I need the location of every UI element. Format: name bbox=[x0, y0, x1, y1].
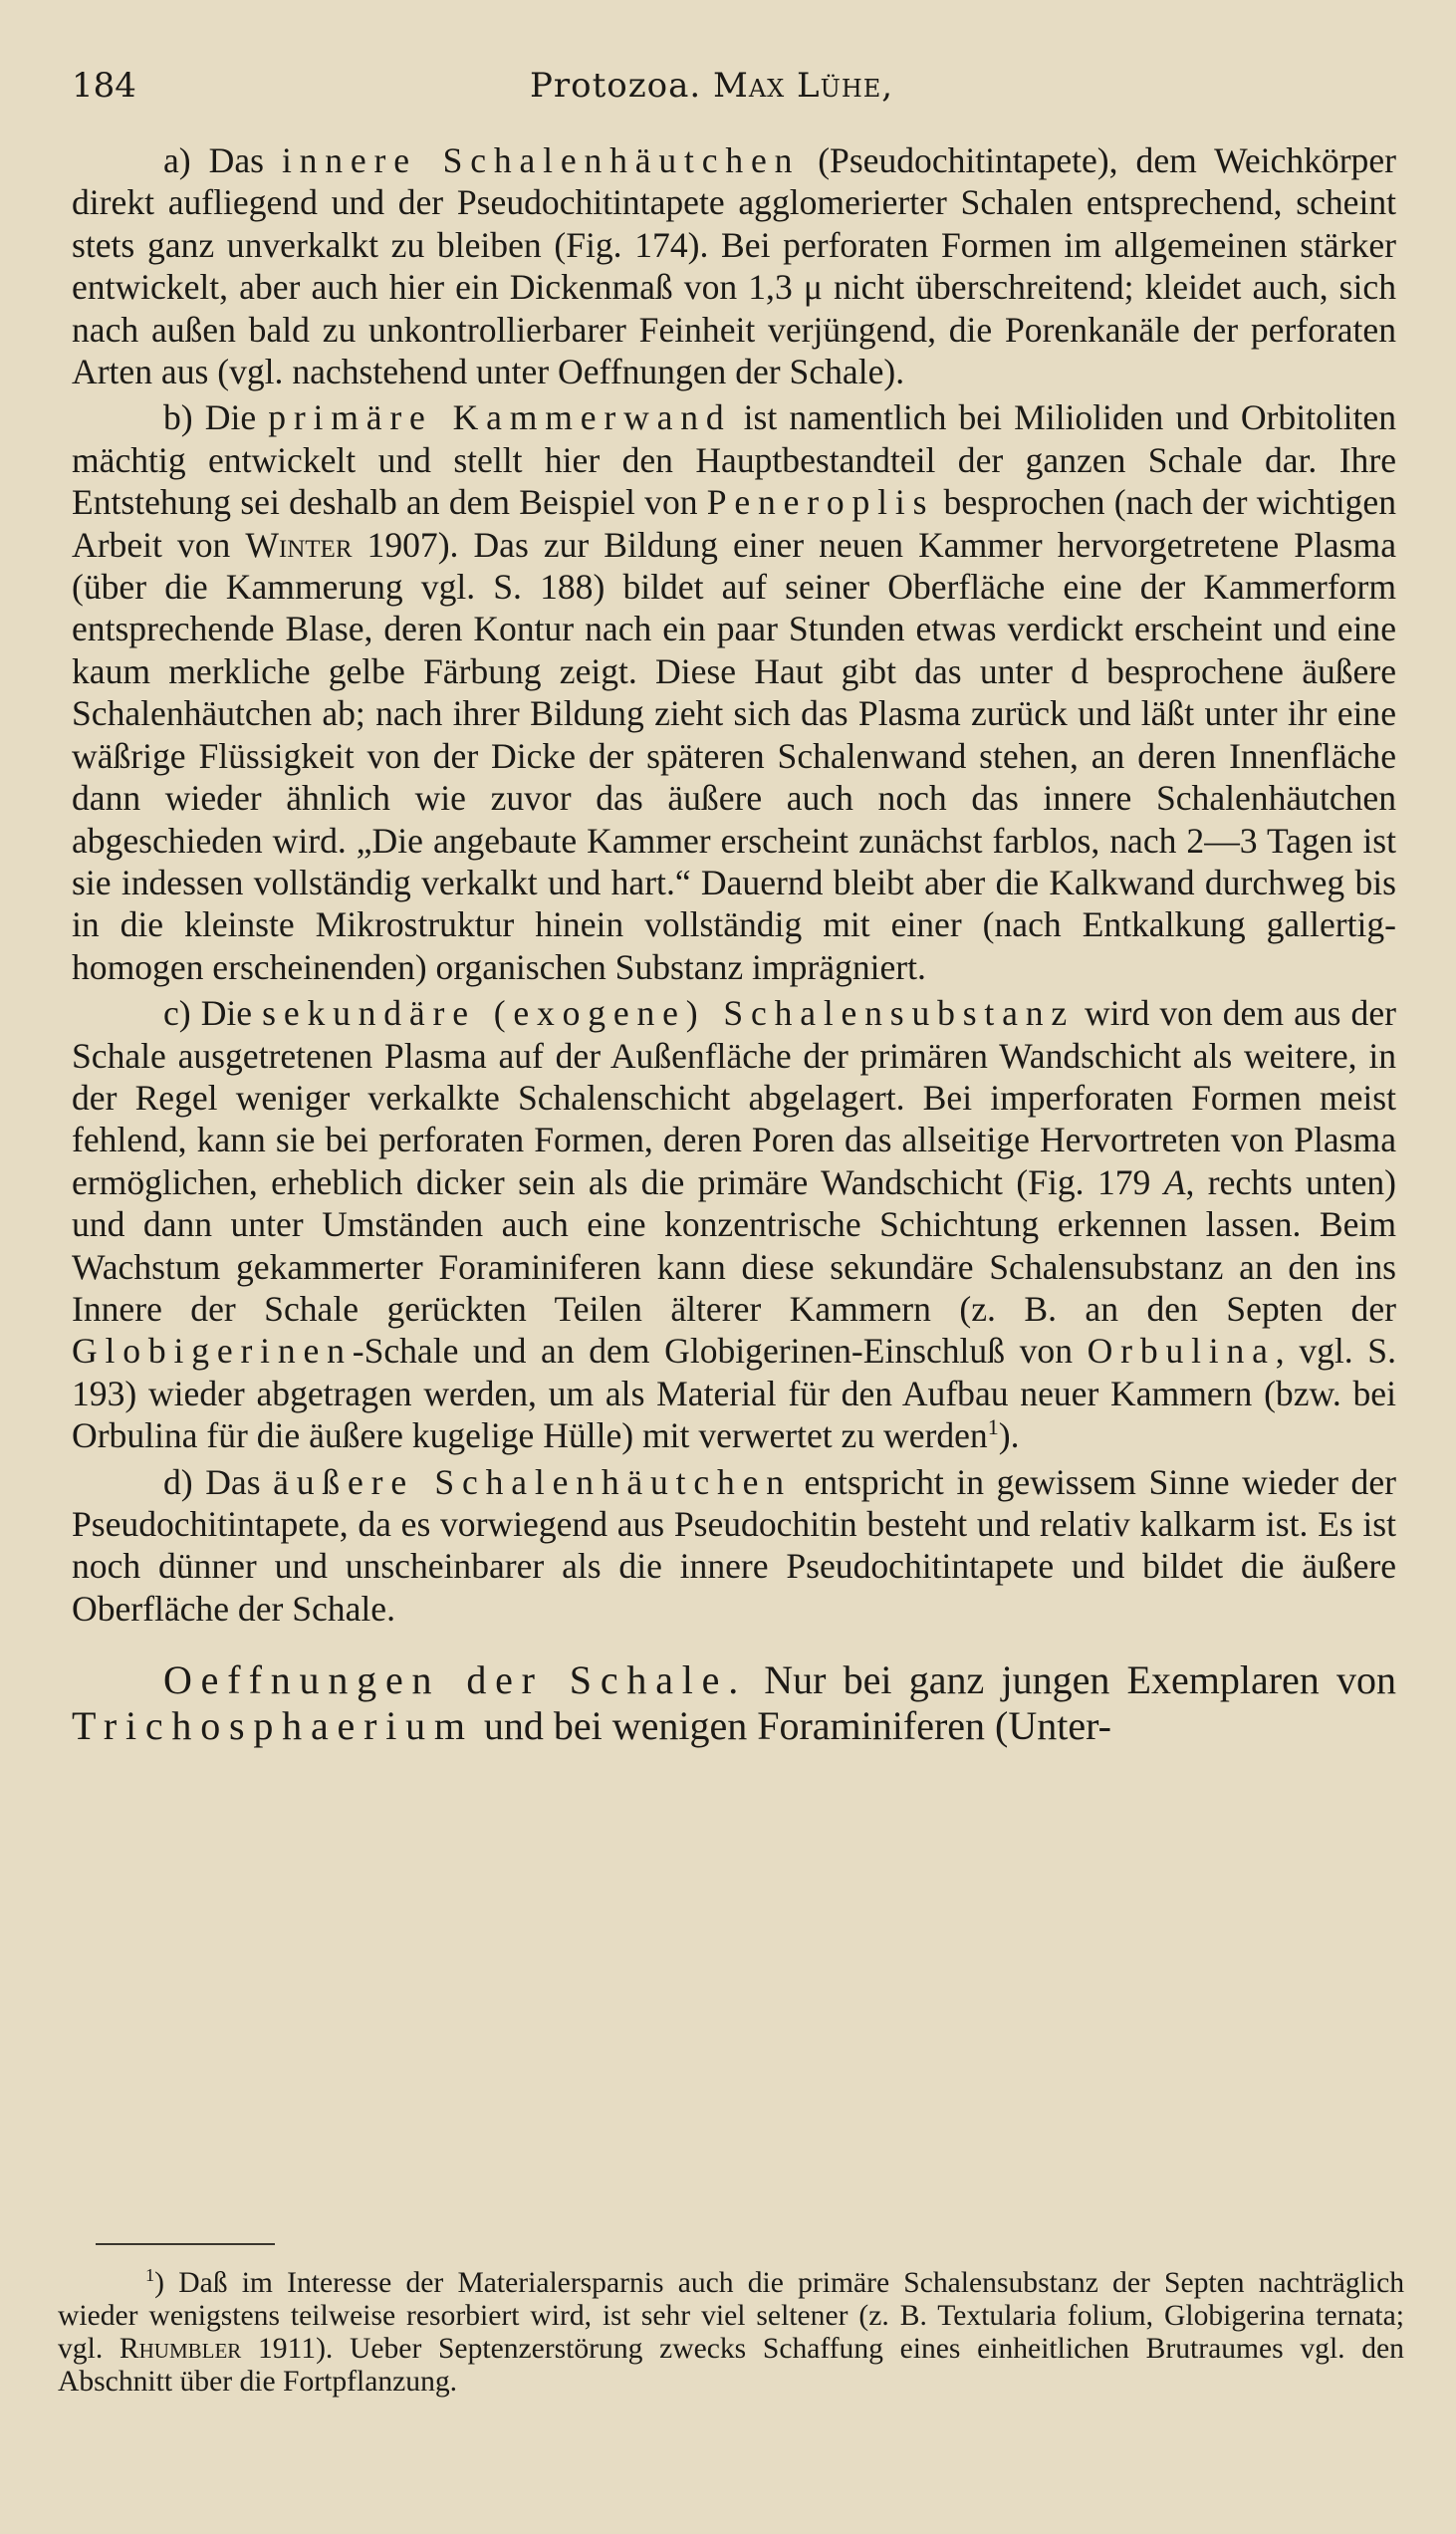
paragraph-b-text-2: besprochen (nach der wichtigen Arbeit von bbox=[72, 482, 1396, 565]
paragraph-e-text-2: und bei wenigen Foraminiferen (Unter- bbox=[473, 1703, 1111, 1749]
footnote-cite-author: Rhumbler bbox=[119, 2333, 242, 2365]
paragraph-b-lead: b) Die bbox=[163, 397, 257, 438]
running-title-text: Protozoa. bbox=[530, 66, 702, 106]
paragraph-b-text-3: 1907). Das zur Bildung einer neuen Kammer hervorgetretene Plasma (über die Kammerung vgl. S. 188) bildet auf seiner Oberfläche eine der Kammerform entsprechende Blase, deren Kontur nach ein paar Stunden etwas verdickt erscheint und eine kaum merkliche gelbe Färbung zeigt. Diese Haut gibt das unter d besprochene äußere Schalenhäutchen ab; nach ihrer Bildung zieht sich das Plasma zurück und läßt unter ihr eine wäßrige Flüssigkeit von der Dicke der späteren Schalenwand stehen, an deren Innenfläche dann wieder ähnlich wie zuvor das äußere auch noch das innere Schalenhäutchen abgeschieden wird. „Die angebaute Kammer erscheint zunächst farblos, nach 2—3 Tagen ist sie indessen vollständig verkalkt und hart.“ Dauernd bleibt aber die Kalkwand durchweg bis in die kleinste Mikrostruktur hinein vollständig mit einer (nach Entkalkung gallertig-homogen erscheinenden) organischen Substanz imprägniert. bbox=[72, 524, 1396, 987]
paragraph-c bbox=[72, 992, 1396, 1456]
paragraph-c-genus-2: Orbulina bbox=[1087, 1331, 1276, 1372]
paragraph-c-lead: c) Die bbox=[163, 993, 253, 1034]
paragraph-a-term: innere Schalenhäutchen bbox=[281, 140, 801, 180]
paragraph-c-fig-letter: A bbox=[1163, 1161, 1186, 1202]
paragraph-d bbox=[72, 1461, 1396, 1631]
paragraph-c-genus-1: Globigerinen bbox=[72, 1331, 353, 1372]
running-author: Max Lühe, bbox=[713, 66, 894, 106]
paragraph-c-text-2: , rechts unten) und dann unter Umständen auch eine konzentrische Schichtung erkennen lassen. Beim Wachstum gekammerter Foraminiferen kann diese sekundäre Schalensubstanz an den ins Innere der Schale gerückten Teilen älterer Kammern (z. B. an den Septen der bbox=[72, 1161, 1396, 1329]
paragraph-b-genus: Peneroplis bbox=[706, 482, 935, 523]
paragraph-c-text-5: ). bbox=[998, 1415, 1020, 1456]
footnote-text-2: 1911). Ueber Septenzerstörung zwecks Schaffung eines einheitlichen Brutraumes vgl. den Abschnitt über die Fortpflanzung. bbox=[58, 2333, 1404, 2398]
paragraph-e-genus: Trichosphaerium bbox=[72, 1703, 474, 1749]
footnote-divider bbox=[96, 2243, 275, 2245]
paragraph-a-lead: a) Das bbox=[163, 140, 264, 180]
footnote-marker: 1 bbox=[145, 2265, 155, 2286]
paragraph-c-text-4: , vgl. S. 193) wieder abgetragen werden, um als Material für den Aufbau neuer Kammern (bzw. bei Orbulina für die äußere kugelige Hülle) mit verwertet zu werden bbox=[72, 1331, 1396, 1456]
paragraph-c-text-3: -Schale und an dem Globigerinen-Einschluß von bbox=[352, 1331, 1088, 1372]
footnote-reference: 1 bbox=[987, 1414, 999, 1440]
paragraph-b-text-1: ist namentlich bei Milioliden und Orbitoliten mächtig entwickelt und stellt hier den Hauptbestandteil der ganzen Schale dar. Ihre Entstehung sei deshalb an dem Beispiel von bbox=[72, 397, 1396, 523]
footnote bbox=[58, 2267, 1404, 2399]
paragraph-b-term: primäre Kammerwand bbox=[268, 397, 732, 438]
paragraph-d-term: äußere Schalenhäutchen bbox=[273, 1461, 792, 1502]
running-title bbox=[530, 56, 893, 116]
main-text bbox=[72, 139, 1396, 1749]
paragraph-e-text-1: Nur bei ganz jungen Exemplaren von bbox=[747, 1657, 1396, 1703]
paragraph-d-lead: d) Das bbox=[163, 1461, 261, 1502]
paragraph-e bbox=[72, 1657, 1396, 1749]
footnote-text-1: ) Daß im Interesse der Materialersparnis auch die primäre Schalensubstanz der Septen nachträglich wieder wenigstens teilweise resorbiert wird, ist sehr viel seltener (z. B. Textularia folium, Globigerina ternata; vgl. bbox=[58, 2267, 1404, 2365]
running-header bbox=[72, 56, 1384, 116]
paragraph-a bbox=[72, 139, 1396, 392]
paragraph-b-cite-author: Winter bbox=[245, 524, 353, 565]
page-number: 184 bbox=[72, 66, 136, 106]
paragraph-c-term: sekundäre (exogene) Schalensubstanz bbox=[262, 993, 1075, 1034]
footnote-paragraph bbox=[58, 2267, 1404, 2399]
paragraph-b bbox=[72, 396, 1396, 988]
paragraph-c-text-1: wird von dem aus der Schale ausgetretenen Plasma auf der Außenfläche der primären Wandschicht als weitere, in der Regel weniger verkalkte Schalenschicht abgelagert. Bei imperforaten Formen meist fehlend, kann sie bei perforaten Formen, deren Poren das allseitige Hervortreten von Plasma ermöglichen, erheblich dicker sein als die primäre Wandschicht (Fig. 179 bbox=[72, 993, 1396, 1202]
section-heading: Oeffnungen der Schale. bbox=[163, 1657, 748, 1703]
paragraph-d-text: entspricht in gewissem Sinne wieder der Pseudochitintapete, da es vorwiegend aus Pseudochitin besteht und relativ kalkarm ist. Es ist noch dünner und unscheinbarer als die innere Pseudochitintapete und bildet die äußere Oberfläche der Schale. bbox=[72, 1461, 1396, 1629]
paragraph-a-text: (Pseudochitintapete), dem Weichkörper direkt aufliegend und der Pseudochitintapete agglomerierter Schalen entsprechend, scheint stets ganz unverkalkt zu bleiben (Fig. 174). Bei perforaten Formen im allgemeinen stärker entwickelt, aber auch hier ein Dickenmaß von 1,3 μ nicht überschreitend; kleidet auch, sich nach außen bald zu unkontrollierbarer Feinheit verjüngend, die Porenkanäle der perforaten Arten aus (vgl. nachstehend unter Oeffnungen der Schale). bbox=[72, 140, 1396, 392]
